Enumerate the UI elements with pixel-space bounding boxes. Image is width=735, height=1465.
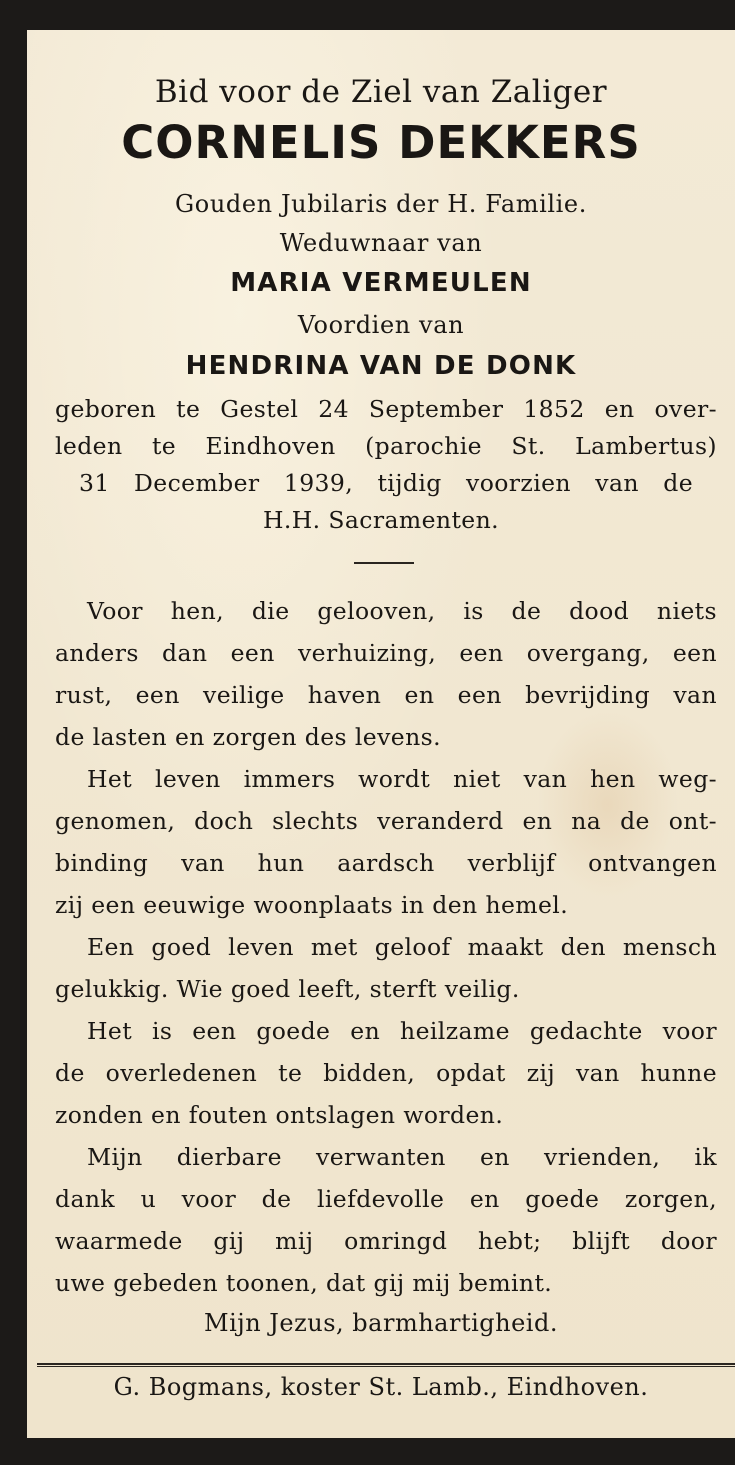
text-line: binding van hun aardsch verblijf ontvangen (55, 849, 717, 877)
text-line: Het is een goede en heilzame gedachte voor (87, 1017, 717, 1045)
deceased-name: CORNELIS DEKKERS (121, 116, 641, 169)
text-line: uwe gebeden toonen, dat gij mij bemint. (55, 1269, 553, 1297)
card-paper (27, 30, 735, 1438)
second-spouse-name: HENDRINA VAN DE DONK (185, 351, 577, 381)
footer-rule (37, 1366, 735, 1367)
jubilee-line: Gouden Jubilaris der H. Familie. (175, 190, 587, 218)
life-line: leden te Eindhoven (parochie St. Lambertus) (55, 432, 717, 460)
text-line: anders dan een verhuizing, een overgang, een (55, 639, 717, 667)
text-line: zij een eeuwige woonplaats in den hemel. (55, 891, 569, 919)
text-line: Het leven immers wordt niet van hen weg- (87, 765, 717, 793)
footer-rule (37, 1363, 735, 1365)
text-line: dank u voor de liefdevolle en goede zorgen, (55, 1185, 717, 1213)
invocation-heading: Bid voor de Ziel van Zaliger (154, 74, 608, 110)
text-line: rust, een veilige haven en een bevrijding van (55, 681, 717, 709)
text-line: Een goed leven met geloof maakt den mensch (87, 933, 717, 961)
text-line: genomen, doch slechts veranderd en na de ont- (55, 807, 717, 835)
life-line: 31 December 1939, tijdig voorzien van de (79, 469, 693, 497)
divider (354, 562, 414, 564)
previously-label: Voordien van (297, 311, 465, 339)
text-line: zonden en fouten ontslagen worden. (55, 1101, 504, 1129)
printer-credit: G. Bogmans, koster St. Lamb., Eindhoven. (113, 1373, 649, 1401)
life-line: H.H. Sacramenten. (263, 506, 499, 534)
first-spouse-name: MARIA VERMEULEN (230, 268, 532, 298)
text-line: de overledenen te bidden, opdat zij van hunne (55, 1059, 717, 1087)
widower-label: Weduwnaar van (279, 229, 483, 257)
closing-prayer: Mijn Jezus, barmhartigheid. (204, 1309, 558, 1337)
text-line: Mijn dierbare verwanten en vrienden, ik (87, 1143, 717, 1171)
life-line: geboren te Gestel 24 September 1852 en over- (55, 395, 717, 423)
text-line: waarmede gij mij omringd hebt; blijft door (55, 1227, 717, 1255)
text-line: Voor hen, die gelooven, is de dood niets (87, 597, 717, 625)
text-line: gelukkig. Wie goed leeft, sterft veilig. (55, 975, 520, 1003)
text-line: de lasten en zorgen des levens. (55, 723, 441, 751)
